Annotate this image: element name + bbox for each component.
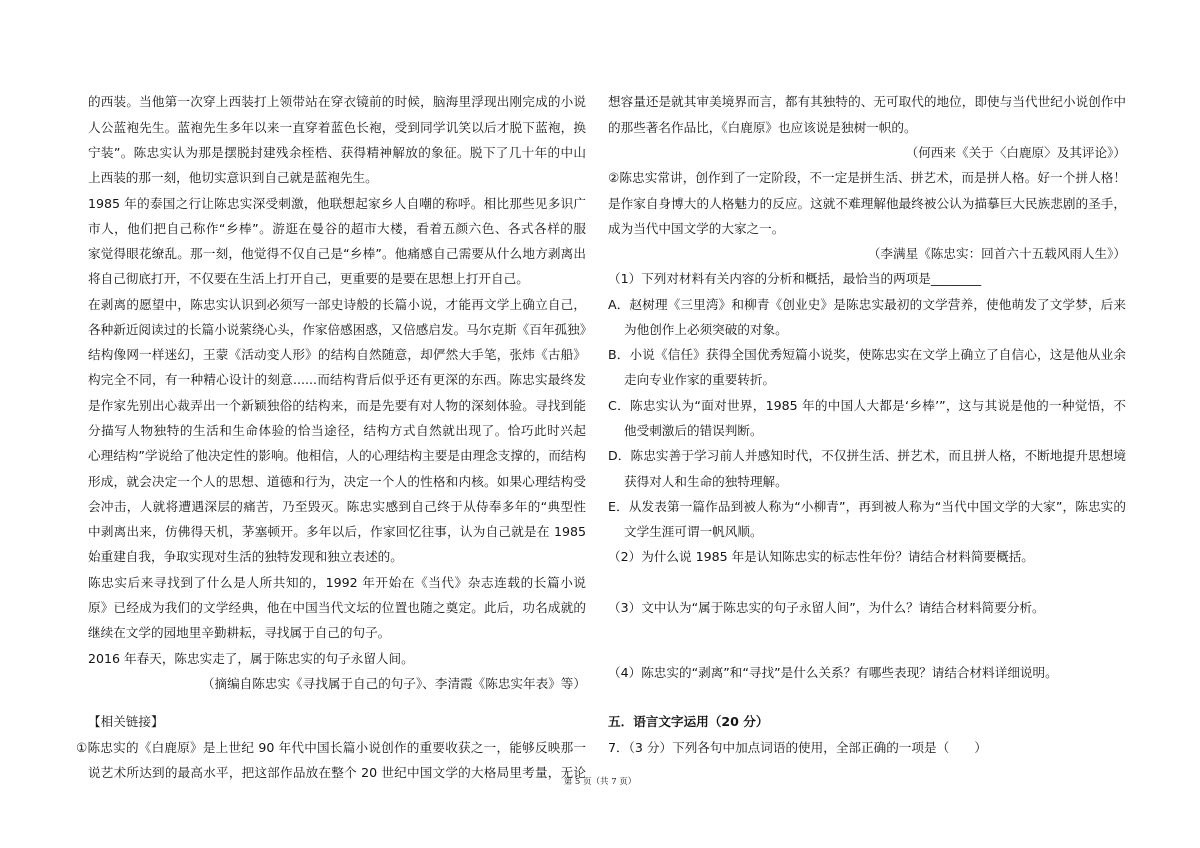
- option-c-cont: 他受刺激后的错误判断。: [624, 423, 763, 438]
- source-citation: （李满星《陈忠实：回首六十五载风雨人生》）: [867, 246, 1126, 261]
- text-line: 各种新近阅读过的长篇小说萦绕心头，作家倍感困惑，又倍感启发。马尔克斯《百年孤独》: [88, 322, 586, 337]
- text-line: 形成，就会决定一个人的思想、道德和行为，决定一个人的性格和内核。如果心理结构受: [88, 474, 586, 489]
- option-a: A．赵树理《三里湾》和柳青《创业史》是陈忠实最初的文学营养，使他萌发了文学梦，后来: [608, 297, 1126, 312]
- question-2: （2）为什么说 1985 年是认知陈忠实的标志性年份？请结合材料简要概括。: [608, 549, 1034, 564]
- text-line: 宁装”。陈忠实认为那是摆脱封建残余桎梏、获得精神解放的象征。脱下了几十年的中山: [88, 145, 586, 160]
- question-1: （1）下列对材料有关内容的分析和概括，最恰当的两项是________: [608, 271, 982, 286]
- source-citation: （摘编自陈忠实《寻找属于自己的句子》、李清霞《陈忠实年表》等）: [201, 676, 586, 691]
- text-line: 的那些著名作品比，《白鹿原》也应该说是独树一帜的。: [608, 120, 917, 135]
- question-4: （4）陈忠实的“剥离”和“寻找”是什么关系？有哪些表现？请结合材料详细说明。: [608, 665, 1058, 680]
- text-line: 中剥离出来，仿佛得天机，茅塞顿开。多年以后，作家回忆往事，认为自己就是在 1985: [88, 524, 586, 539]
- text-line: ①陈忠实的《白鹿原》是上世纪 90 年代中国长篇小说创作的重要收获之一，能够反映那一: [76, 740, 586, 755]
- page-footer: 第 5 页（共 7 页）: [563, 777, 637, 787]
- option-c: C．陈忠实认为“面对世界，1985 年的中国人大都是‘乡棒’”，这与其说是他的一种觉悟，不: [608, 398, 1126, 413]
- question-3: （3）文中认为“属于陈忠实的句子永留人间”，为什么？请结合材料简要分析。: [608, 600, 1045, 615]
- text-line: 市人，他们把自己称作“乡棒”。游逛在曼谷的超市大楼，看着五颜六色、各式各样的服: [88, 221, 586, 236]
- option-b: B．小说《信任》获得全国优秀短篇小说奖，使陈忠实在文学上确立了自信心，这是他从业余: [608, 347, 1126, 362]
- text-line: 说艺术所达到的最高水平，把这部作品放在整个 20 世纪中国文学的大格局里考量，无论: [88, 765, 586, 780]
- text-line: 将自己彻底打开，不仅要在生活上打开自己，更重要的是要在思想上打开自己。: [88, 271, 529, 286]
- text-line: 在剥离的愿望中，陈忠实认识到必须写一部史诗般的长篇小说，才能再文学上确立自己，: [88, 297, 586, 312]
- option-d-cont: 获得对人和生命的独特理解。: [624, 474, 788, 489]
- related-link-heading: 【相关链接】: [88, 714, 164, 729]
- text-line: 始重建自我，争取实现对生活的独特发现和独立表述的。: [88, 549, 403, 564]
- text-line: 心理结构”学说给了他决定性的影响。他相信，人的心理结构主要是由理念支撑的，而结构: [88, 448, 586, 463]
- option-b-cont: 走向专业作家的重要转折。: [624, 372, 776, 387]
- text-line: 是作家先别出心裁弄出一个新颖独俗的结构来，而是先要有对人物的深刻体验。寻找到能: [88, 398, 586, 413]
- text-line: 构完全不同，有一种精心设计的刻意......而结构背后似乎还有更深的东西。陈忠实最终发: [88, 372, 586, 387]
- section-heading: 五．语言文字运用（20 分）: [608, 714, 769, 729]
- option-e-cont: 文学生涯可谓一帆风顺。: [624, 524, 763, 539]
- text-line: 的西装。当他第一次穿上西装打上领带站在穿衣镜前的时候，脑海里浮现出刚完成的小说: [88, 94, 586, 109]
- text-line: 2016 年春天，陈忠实走了，属于陈忠实的句子永留人间。: [88, 651, 414, 666]
- text-line: 想容量还是就其审美境界而言，都有其独特的、无可取代的地位，即使与当代世纪小说创作中: [608, 94, 1126, 109]
- text-line: 继续在文学的园地里辛勤耕耘，寻找属于自己的句子。: [88, 625, 391, 640]
- text-line: 分描写人物独特的生活和生命体验的恰当途径，结构方式自然就出现了。恰巧此时兴起: [88, 423, 586, 438]
- text-line: 人公蓝袍先生。蓝袍先生多年以来一直穿着蓝色长袍，受到同学讥笑以后才脱下蓝袍，换: [88, 120, 586, 135]
- source-citation: （何西来《关于〈白鹿原〉及其评论》）: [905, 145, 1126, 160]
- text-line: 结构像网一样迷幻，王蒙《活动变人形》的结构自然随意，却俨然大手笔，张炜《古船》: [88, 347, 586, 362]
- option-d: D．陈忠实善于学习前人并感知时代，不仅拼生活、拼艺术，而且拼人格，不断地提升思想境: [608, 448, 1126, 463]
- text-line: 原》已经成为我们的文学经典，他在中国当代文坛的位置也随之奠定。此后，功名成就的: [88, 600, 586, 615]
- text-line: 家觉得眼花缭乱。那一刻，他觉得不仅自己是“乡棒”。他痛感自己需要从什么地方剥离出: [88, 246, 586, 261]
- option-e: E．从发表第一篇作品到被人称为“小柳青”，再到被人称为“当代中国文学的大家”，陈忠实的: [608, 499, 1126, 514]
- text-line: 成为当代中国文学的大家之一。: [608, 221, 785, 236]
- text-line: ②陈忠实常讲，创作到了一定阶段，不一定是拼生活、拼艺术，而是拼人格。好一个拼人格！: [608, 170, 1126, 185]
- text-line: 上西装的那一刻，他切实意识到自己就是蓝袍先生。: [88, 170, 378, 185]
- option-a-cont: 为他创作上必须突破的对象。: [624, 322, 788, 337]
- text-line: 是作家自身博大的人格魅力的反应。这就不难理解他最终被公认为描摹巨大民族悲剧的圣手，: [608, 196, 1126, 211]
- text-line: 会冲击，人就将遭遇深层的痛苦，乃至毁灭。陈忠实感到自己终于从侍奉多年的“典型性: [88, 499, 586, 514]
- text-line: 陈忠实后来寻找到了什么是人所共知的，1992 年开始在《当代》杂志连载的长篇小说: [88, 575, 586, 590]
- text-line: 1985 年的泰国之行让陈忠实深受刺激，他联想起家乡人自嘲的称呼。相比那些见多识广: [88, 196, 586, 211]
- question-7: 7．（3 分）下列各句中加点词语的使用，全部正确的一项是（ ）: [608, 740, 987, 755]
